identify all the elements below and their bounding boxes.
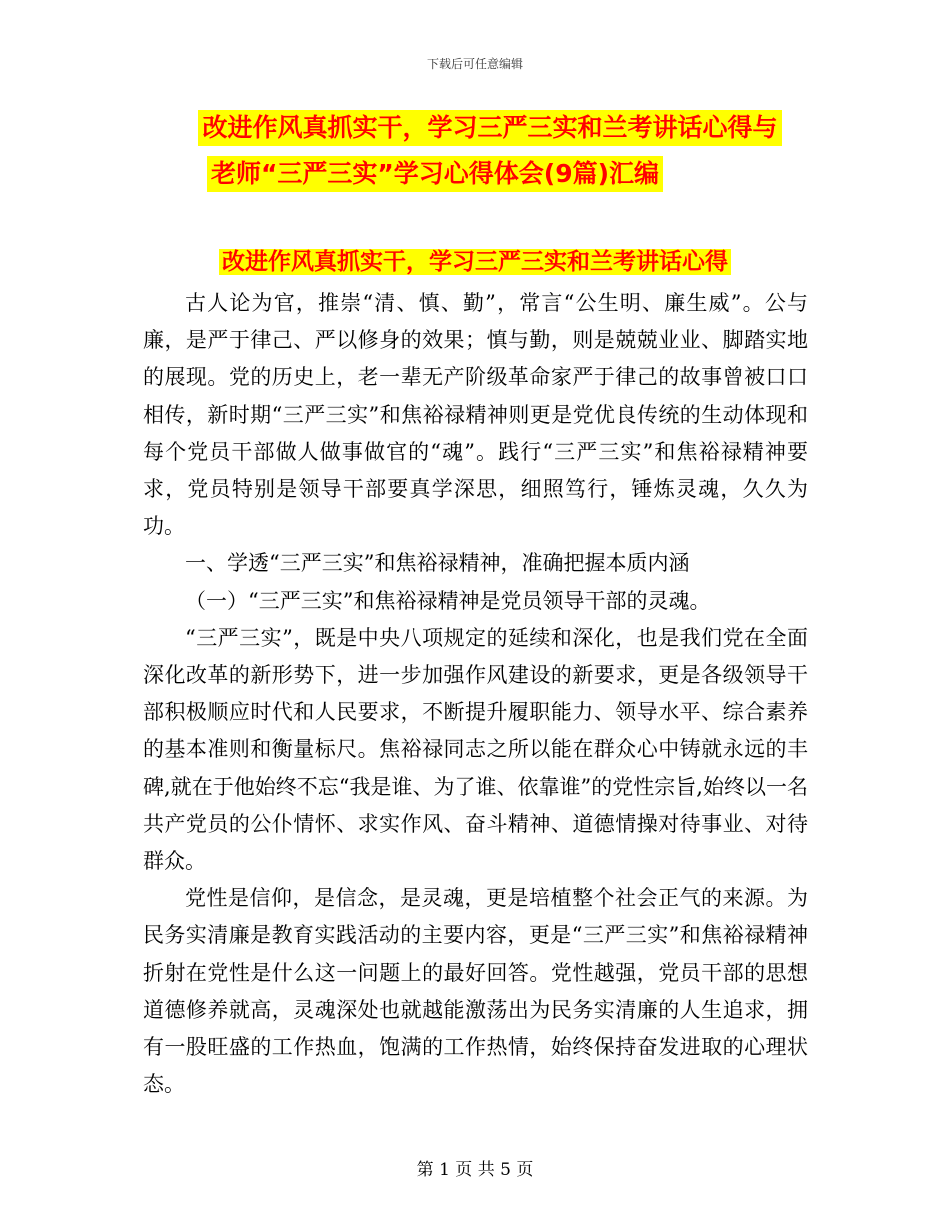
document-title: [0, 110, 950, 192]
subtitle-text: 改进作风真抓实干，学习三严三实和兰考讲话心得: [219, 249, 731, 275]
title-line-2: 老师“三严三实”学习心得体会(9篇)汇编: [207, 156, 663, 192]
title-line-1: 改进作风真抓实干，学习三严三实和兰考讲话心得与: [198, 110, 781, 146]
paragraph: （一）“三严三实”和焦裕禄精神是党员领导干部的灵魂。: [185, 588, 711, 613]
paragraph: 党性是信仰，是信念，是灵魂，更是培植整个社会正气的来源。为民务实清廉是教育实践活动的主要内容，更是“三严三实”和焦裕禄精神折射在党性是什么这一问题上的最好回答。党性越强，党员干部的思想道德修养就高，灵魂深处也就越能激荡出为民务实清廉的人生追求，拥有一股旺盛的工作热血，饱满的工作热情，始终保持奋发进取的心理状态。: [143, 886, 808, 1097]
paragraph: 一、学透“三严三实”和焦裕禄精神，准确把握本质内涵: [185, 551, 690, 576]
document-body: [143, 285, 808, 1103]
section-subtitle: [0, 245, 950, 279]
paragraph: “三严三实”，既是中央八项规定的延续和深化，也是我们党在全面深化改革的新形势下，进一步加强作风建设的新要求，更是各级领导干部积极顺应时代和人民要求，不断提升履职能力、领导水平、综合素养的基本准则和衡量标尺。焦裕禄同志之所以能在群众心中铸就永远的丰碑,就在于他始终不忘“我是谁、为了谁、依靠谁”的党性宗旨,始终以一名共产党员的公仆情怀、求实作风、奋斗精神、道德情操对待事业、对待群众。: [143, 625, 808, 874]
page-header-note: 下载后可任意编辑: [426, 57, 523, 71]
page-number-footer: 第 1 页 共 5 页: [416, 1160, 534, 1180]
paragraph: 古人论为官，推崇“清、慎、勤”，常言“公生明、廉生威”。公与廉，是严于律己、严以修身的效果；慎与勤，则是兢兢业业、脚踏实地的展现。党的历史上，老一辈无产阶级革命家严于律己的故事曾被口口相传，新时期“三严三实”和焦裕禄精神则更是党优良传统的生动体现和每个党员干部做人做事做官的“魂”。践行“三严三实”和焦裕禄精神要求，党员特别是领导干部要真学深思，细照笃行，锤炼灵魂，久久为功。: [143, 291, 808, 539]
